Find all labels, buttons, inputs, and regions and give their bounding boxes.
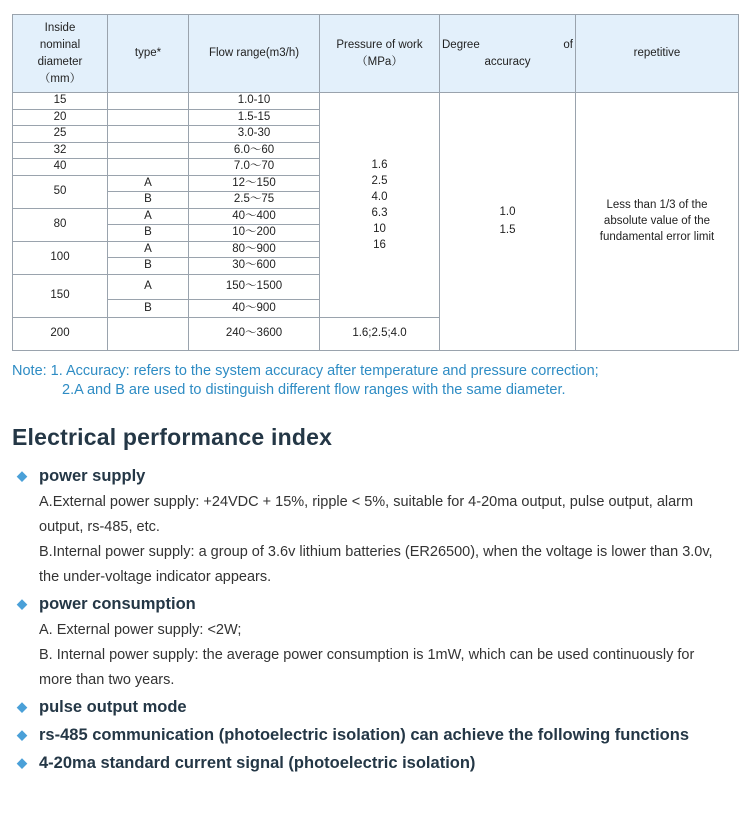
flow-cell: 40～400 bbox=[189, 208, 320, 225]
note-line-2: 2.A and B are used to distinguish different flow ranges with the same diameter. bbox=[62, 382, 566, 398]
header-pressure: Pressure of work（MPa） bbox=[320, 15, 440, 93]
flow-cell: 150～1500 bbox=[189, 274, 320, 299]
flow-cell: 3.0-30 bbox=[189, 126, 320, 143]
diameter-cell: 20 bbox=[13, 109, 108, 126]
flow-cell: 80～900 bbox=[189, 241, 320, 258]
type-cell: A bbox=[108, 274, 189, 299]
type-cell bbox=[108, 159, 189, 176]
diamond-bullet-icon: ◆ bbox=[17, 727, 27, 742]
diameter-cell: 15 bbox=[13, 93, 108, 110]
accuracy-value: 1.0 bbox=[499, 206, 516, 219]
flow-cell: 10～200 bbox=[189, 225, 320, 242]
flow-cell: 7.0～70 bbox=[189, 159, 320, 176]
header-accuracy-word2: of bbox=[563, 38, 573, 51]
flow-cell: 12～150 bbox=[189, 175, 320, 192]
item-heading: power supply bbox=[39, 467, 146, 485]
type-cell: A bbox=[108, 241, 189, 258]
pressure-cell bbox=[320, 93, 440, 318]
pressure-value: 2.5 bbox=[371, 174, 388, 187]
header-type: type* bbox=[108, 15, 189, 93]
accuracy-value: 1.5 bbox=[499, 224, 516, 237]
type-cell: A bbox=[108, 175, 189, 192]
flow-cell: 6.0～60 bbox=[189, 142, 320, 159]
item-heading: pulse output mode bbox=[39, 698, 187, 716]
diameter-cell: 150 bbox=[13, 274, 108, 317]
diamond-bullet-icon: ◆ bbox=[17, 468, 27, 483]
item-line: B.Internal power supply: a group of 3.6v lithium batteries (ER26500), when the voltage is lower than 3.0v, the under-voltage indicator appears. bbox=[39, 544, 713, 585]
header-repetitive: repetitive bbox=[576, 15, 739, 93]
type-cell: A bbox=[108, 208, 189, 225]
performance-list bbox=[16, 462, 731, 777]
pressure-value: 6.3 bbox=[371, 206, 388, 219]
type-cell bbox=[108, 109, 189, 126]
diameter-cell: 32 bbox=[13, 142, 108, 159]
accuracy-cell bbox=[440, 93, 576, 351]
flow-cell: 240～3600 bbox=[189, 317, 320, 350]
diameter-cell: 40 bbox=[13, 159, 108, 176]
flow-spec-table bbox=[12, 14, 739, 351]
diamond-bullet-icon: ◆ bbox=[17, 699, 27, 714]
item-line: B. Internal power supply: the average power consumption is 1mW, which can be used continuously for more than two years. bbox=[39, 647, 695, 688]
header-accuracy bbox=[440, 15, 576, 93]
header-accuracy-word3: accuracy bbox=[484, 55, 531, 68]
list-item bbox=[16, 693, 731, 721]
diamond-bullet-icon: ◆ bbox=[17, 755, 27, 770]
diameter-cell: 25 bbox=[13, 126, 108, 143]
list-item bbox=[16, 590, 731, 693]
type-cell: B bbox=[108, 225, 189, 242]
diamond-bullet-icon: ◆ bbox=[17, 596, 27, 611]
pressure-value: 4.0 bbox=[371, 190, 388, 203]
diameter-cell: 200 bbox=[13, 317, 108, 350]
list-item bbox=[16, 749, 731, 777]
pressure-value: 16 bbox=[373, 238, 386, 251]
header-accuracy-word1: Degree bbox=[442, 38, 480, 51]
pressure-value: 1.6 bbox=[371, 158, 388, 171]
type-cell bbox=[108, 317, 189, 350]
pressure-cell: 1.6;2.5;4.0 bbox=[320, 317, 440, 350]
list-item bbox=[16, 462, 731, 590]
flow-cell: 30～600 bbox=[189, 258, 320, 275]
type-cell: B bbox=[108, 192, 189, 209]
flow-cell: 2.5～75 bbox=[189, 192, 320, 209]
flow-cell: 1.5-15 bbox=[189, 109, 320, 126]
list-item bbox=[16, 721, 731, 749]
item-heading: rs-485 communication (photoelectric isolation) can achieve the following functions bbox=[39, 726, 690, 744]
type-cell bbox=[108, 126, 189, 143]
diameter-cell: 80 bbox=[13, 208, 108, 241]
type-cell: B bbox=[108, 299, 189, 317]
section-title: Electrical performance index bbox=[12, 424, 333, 450]
flow-cell: 40～900 bbox=[189, 299, 320, 317]
diameter-cell: 100 bbox=[13, 241, 108, 274]
item-heading: 4-20ma standard current signal (photoelectric isolation) bbox=[39, 754, 476, 772]
flow-cell: 1.0-10 bbox=[189, 93, 320, 110]
pressure-value: 10 bbox=[373, 222, 386, 235]
repetitive-cell: Less than 1/3 of the absolute value of the fundamental error limit bbox=[576, 93, 739, 351]
table-header-row bbox=[13, 15, 739, 93]
note-line-1: Note: 1. Accuracy: refers to the system accuracy after temperature and pressure correction; bbox=[12, 363, 599, 379]
diameter-cell: 50 bbox=[13, 175, 108, 208]
header-flow-range: Flow range(m3/h) bbox=[189, 15, 320, 93]
item-line: A.External power supply: +24VDC + 15%, ripple < 5%, suitable for 4-20ma output, pulse output, alarm output, rs-485, etc. bbox=[39, 494, 694, 535]
header-diameter: Inside nominal diameter（mm） bbox=[13, 15, 108, 93]
type-cell: B bbox=[108, 258, 189, 275]
type-cell bbox=[108, 142, 189, 159]
table-row bbox=[13, 93, 739, 110]
item-line: A. External power supply: <2W; bbox=[39, 622, 242, 638]
type-cell bbox=[108, 93, 189, 110]
table-notes bbox=[12, 362, 738, 400]
item-heading: power consumption bbox=[39, 595, 196, 613]
